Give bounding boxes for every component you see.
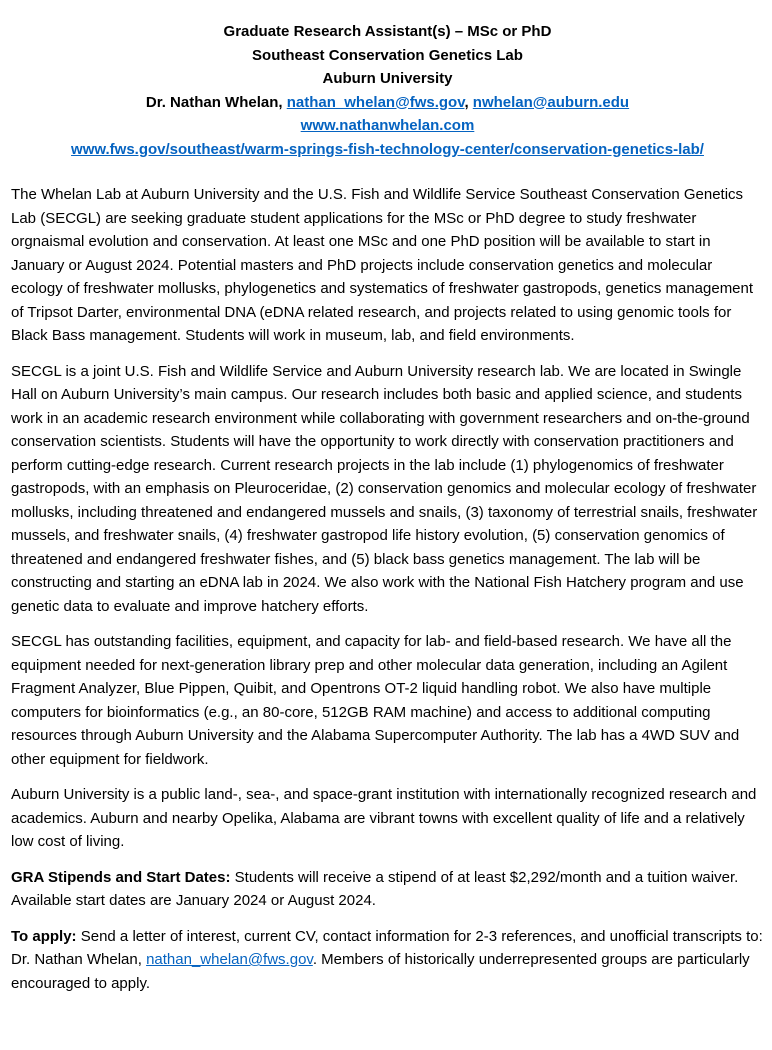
position-title: Graduate Research Assistant(s) – MSc or PhD: [223, 23, 552, 40]
university-name: Auburn University: [322, 70, 453, 87]
stipend-text: Students will receive a stipend of at least $2,292/month and a tuition waiver. Available start dates are January 2024 or August 2024.: [11, 868, 739, 909]
stipend-paragraph: [11, 866, 764, 913]
university-paragraph: Auburn University is a public land-, sea-, and space-grant institution with internationally recognized research and academics. Auburn and nearby Opelika, Alabama are vibrant towns with excellent quality of life and a relatively low cost of living.: [11, 786, 757, 850]
apply-text-before: Send a letter of interest, current CV, contact information for 2-3 references, and unofficial transcripts to: Dr. Nathan Whelan,: [11, 927, 763, 968]
intro-paragraph: The Whelan Lab at Auburn University and the U.S. Fish and Wildlife Service Southeast Conservation Genetics Lab (SECGL) are seeking graduate student applications for the MSc or PhD degree to study freshwater orgnaismal evolution and conservation. At least one MSc and one PhD position will be available to start in January or August 2024. Potential masters and PhD projects include conservation genetics and molecular ecology of freshwater mollusks, phylogenetics and systematics of freshwater gastropods, genetics management of Tripsot Darter, environmental DNA (eDNA related research, and projects related to using genomic tools for Black Bass management. Students will work in museum, lab, and field environments.: [11, 186, 754, 344]
apply-paragraph: [11, 925, 764, 996]
fws-url-line: [11, 138, 764, 162]
document-body: [11, 183, 764, 995]
secgl-paragraph: SECGL is a joint U.S. Fish and Wildlife Service and Auburn University research lab. We are located in Swingle Hall on Auburn University’s main campus. Our research includes both basic and applied science, and students work in an academic research environment while collaborating with government researchers and on-the-ground conservation scientists. Students will have the opportunity to work directly with conservation practitioners and perform cutting-edge research. Current research projects in the lab include (1) phylogenomics of freshwater gastropods, with an emphasis on Pleuroceridae, (2) conservation genomics and molecular ecology of freshwater mollusks, including threatened and endangered mussels and snails, (3) taxonomy of terrestrial snails, freshwater mussels, and freshwater snails, (4) freshwater gastropod life history evolution, (5) conservation genomics of threatened and endangered freshwater fishes, and (5) black bass genetics management. The lab will be constructing and starting an eDNA lab in 2024. We also work with the National Fish Hatchery program and use genetic data to evaluate and improve hatchery efforts.: [11, 362, 758, 615]
fws-lab-link[interactable]: www.fws.gov/southeast/warm-springs-fish-technology-center/conservation-genetics-lab/: [71, 140, 704, 158]
email-separator: ,: [464, 93, 473, 111]
stipend-label: GRA Stipends and Start Dates:: [11, 868, 231, 886]
apply-label: To apply:: [11, 927, 77, 945]
email-link-auburn[interactable]: nwhelan@auburn.edu: [472, 93, 630, 111]
apply-email-link[interactable]: nathan_whelan@fws.gov: [146, 951, 313, 968]
lab-name: Southeast Conservation Genetics Lab: [252, 46, 523, 64]
website-line: [11, 114, 764, 138]
website-link[interactable]: www.nathanwhelan.com: [300, 117, 475, 134]
email-link-fws[interactable]: nathan_whelan@fws.gov: [286, 93, 465, 111]
contact-name: Dr. Nathan Whelan,: [145, 93, 287, 111]
facilities-paragraph: SECGL has outstanding facilities, equipment, and capacity for lab- and field-based research. We have all the equipment needed for next-generation library prep and other molecular data generation, including an Agilent Fragment Analyzer, Blue Pippen, Quibit, and Opentrons OT-2 liquid handling robot. We also have multiple computers for bioinformatics (e.g., an 80-core, 512GB RAM machine) and access to additional computing resources through Auburn University and the Alabama Supercomputer Authority. The lab has a 4WD SUV and other equipment for fieldwork.: [11, 633, 740, 768]
document-header: [11, 20, 764, 161]
contact-line: [11, 91, 764, 115]
apply-text-after: . Members of historically underrepresented groups are particularly encouraged to apply.: [11, 951, 750, 992]
